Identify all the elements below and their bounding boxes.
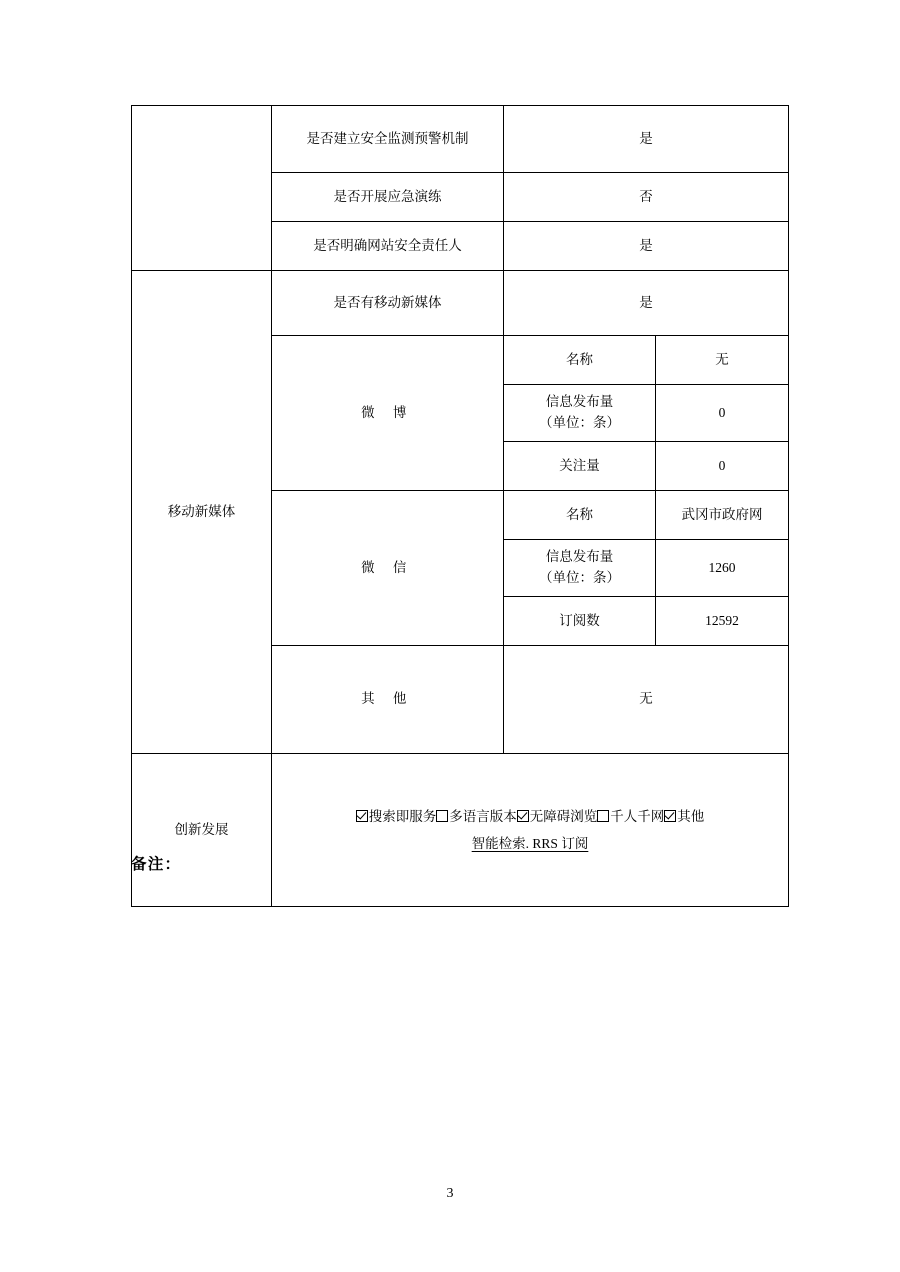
option-label-multilingual: 多语言版本 [449, 809, 517, 824]
has-mobile-media-value: 是 [504, 271, 789, 336]
weixin-name-label: 名称 [504, 491, 656, 540]
checkbox-other[interactable] [664, 810, 676, 822]
checkbox-multilingual[interactable] [436, 810, 448, 822]
table-row [132, 754, 789, 907]
table-row [132, 271, 789, 336]
weibo-follow-label: 关注量 [504, 442, 656, 491]
innovation-other-text-line [276, 830, 784, 857]
mobile-media-group-label: 移动新媒体 [132, 271, 272, 754]
weixin-publish-value: 1260 [656, 540, 789, 597]
weibo-name-value: 无 [656, 336, 789, 385]
table-row [132, 106, 789, 173]
option-label-personalized: 千人千网 [610, 809, 665, 824]
weibo-publish-label-line1: 信息发布量 [545, 394, 614, 410]
security-owner-label: 是否明确网站安全责任人 [272, 222, 504, 271]
weibo-publish-value: 0 [656, 385, 789, 442]
checkbox-accessibility[interactable] [517, 810, 529, 822]
emergency-drill-label: 是否开展应急演练 [272, 173, 504, 222]
checkbox-search-as-service[interactable] [356, 810, 368, 822]
emergency-drill-value: 否 [504, 173, 789, 222]
weixin-publish-label-line1: 信息发布量 [545, 549, 614, 565]
weixin-subscribe-value: 12592 [656, 597, 789, 646]
weixin-label: 微 信 [272, 491, 504, 646]
option-label-search-as-service: 搜索即服务 [368, 809, 437, 824]
has-mobile-media-label: 是否有移动新媒体 [272, 271, 504, 336]
checkbox-personalized[interactable] [597, 810, 609, 822]
weixin-subscribe-label: 订阅数 [504, 597, 656, 646]
security-warning-label: 是否建立安全监测预警机制 [272, 106, 504, 173]
security-owner-value: 是 [504, 222, 789, 271]
innovation-options-line [276, 803, 784, 830]
security-warning-value: 是 [504, 106, 789, 173]
weixin-publish-label-line2: （单位：条） [539, 570, 620, 585]
weibo-label: 微 博 [272, 336, 504, 491]
innovation-label: 创新发展 [132, 754, 272, 907]
security-group-cell [132, 106, 272, 271]
innovation-options-cell [272, 754, 789, 907]
report-table [131, 105, 789, 907]
weibo-name-label: 名称 [504, 336, 656, 385]
other-value: 无 [504, 646, 789, 754]
option-label-other: 其他 [677, 809, 705, 824]
weibo-publish-label-line2: （单位：条） [539, 415, 620, 430]
page-number: 3 [446, 1186, 454, 1201]
innovation-other-text: 智能检索. RRS 订阅 [471, 836, 589, 851]
weixin-name-value: 武冈市政府网 [656, 491, 789, 540]
remark-label: 备注： [131, 856, 182, 873]
weibo-follow-value: 0 [656, 442, 789, 491]
other-label: 其 他 [272, 646, 504, 754]
weixin-publish-label [504, 540, 656, 597]
weibo-publish-label [504, 385, 656, 442]
option-label-accessibility: 无障碍浏览 [529, 809, 598, 824]
